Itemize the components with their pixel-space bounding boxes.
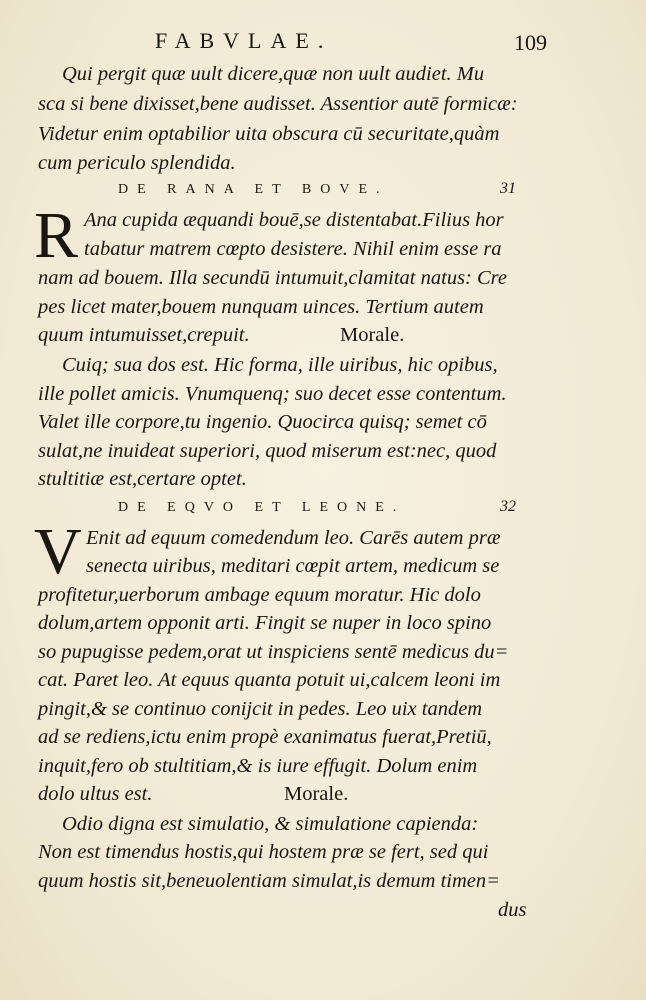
moral-label: Morale. [284, 783, 349, 805]
moral-label: Morale. [340, 324, 405, 346]
text-line: Odio digna est simulatio, & simulatione capienda: [62, 813, 479, 835]
text-line: Ana cupida æquandi bouē,se distentabat.Filius hor [84, 209, 504, 231]
text-line: Cuiq; sua dos est. Hic forma, ille uiribus, hic opibus, [62, 354, 498, 376]
fable-number: 31 [500, 180, 516, 197]
text-line: Videtur enim optabilior uita obscura cū securitate,quàm [38, 123, 500, 145]
text-line: Valet ille corpore,tu ingenio. Quocirca quisq; semet cō [38, 411, 487, 433]
text-line: senecta uiribus, meditari cœpit artem, medicum se [86, 555, 500, 577]
text-line: quum hostis sit,beneuolentiam simulat,is demum timen= [38, 870, 500, 892]
text-line: cat. Paret leo. At equus quanta potuit ui,calcem leoni im [38, 669, 501, 691]
catchword: dus [498, 899, 527, 921]
text-line: ad se rediens,ictu enim propè exanimatus fuerat,Pretiū, [38, 726, 492, 748]
drop-capital: V [34, 515, 82, 588]
text-line: Enit ad equum comedendum leo. Carēs autem præ [86, 527, 501, 549]
text-line: Qui pergit quæ uult dicere,quæ non uult audiet. Mu [62, 63, 485, 85]
text-line: dolo ultus est. [38, 783, 153, 805]
text-line: Non est timendus hostis,qui hostem præ se fert, sed qui [38, 841, 489, 863]
text-line: stultitiæ est,certare optet. [38, 468, 247, 490]
page-number: 109 [514, 30, 547, 55]
drop-capital: R [34, 199, 79, 272]
text-line: inquit,fero ob stultitiam,& is iure effugit. Dolum enim [38, 755, 478, 777]
text-line: ille pollet amicis. Vnumquenq; suo decet esse contentum. [38, 383, 507, 405]
text-line: profitetur,uerborum ambage equum moratur. Hic dolo [38, 584, 481, 606]
fable-heading: DE EQVO ET LEONE. [118, 500, 406, 515]
text-line: dolum,artem opponit arti. Fingit se nuper in loco spino [38, 612, 492, 634]
text-line: tabatur matrem cœpto desistere. Nihil enim esse ra [84, 238, 502, 260]
text-line: quum intumuisset,crepuit. [38, 324, 250, 346]
text-line: sca si bene dixisset,bene audisset. Assentior autē formicæ: [38, 93, 518, 115]
text-line: sulat,ne inuideat superiori, quod miserum est:nec, quod [38, 440, 497, 462]
text-line: so pupugisse pedem,orat ut inspiciens sentē medicus du= [38, 641, 509, 663]
text-line: pingit,& se continuo conijcit in pedes. Leo uix tandem [38, 698, 483, 720]
running-head: FABVLAE. [155, 28, 333, 53]
text-line: nam ad bouem. Illa secundū intumuit,clamitat natus: Cre [38, 267, 507, 289]
text-line: cum periculo splendida. [38, 152, 236, 174]
text-line: pes licet mater,bouem nunquam uinces. Tertium autem [38, 296, 484, 318]
fable-heading: DE RANA ET BOVE. [118, 182, 389, 197]
fable-number: 32 [500, 498, 516, 515]
